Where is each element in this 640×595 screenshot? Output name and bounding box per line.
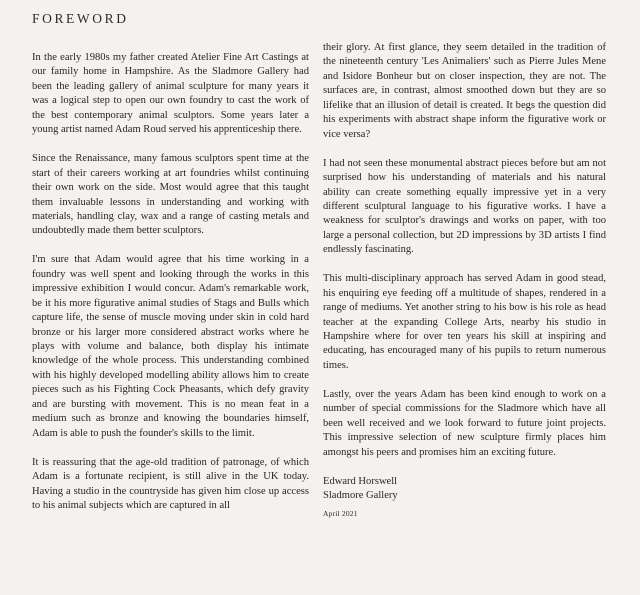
paragraph: I had not seen these monumental abstract pieces before but am not surprised how his understanding of materials and his natural ability can create something equally impressive yet in a very different sculptural language to his figurative works. I have a weakness for sculptor's drawings and works on paper, with too large a personal collection, but 2D impressions by 3D artists I find endlessly fascinating.: [323, 157, 606, 256]
page-title: FOREWORD: [32, 11, 129, 26]
author-organization: Sladmore Gallery: [323, 489, 398, 501]
signature-date: April 2021: [323, 508, 358, 518]
paragraph: their glory. At first glance, they seem detailed in the tradition of the nineteenth century 'Les Animaliers' such as Pierre Jules Mene and Isidore Bonheur but on closer inspection, they are not. The surfaces are, in contrast, almost smoothed down but they are so lifelike that an illusion of detail is created. It begs the question did his experiments with abstract shape inform the figurative work or vice versa?: [323, 42, 606, 140]
author-name: Edward Horswell: [323, 475, 398, 487]
paragraph: It is reassuring that the age-old tradition of patronage, of which Adam is a fortunate recipient, is still alive in the UK today. Having a studio in the countryside has given him close up access to his animal subjects which are captured in all: [32, 456, 309, 511]
paragraph: Since the Renaissance, many famous sculptors spent time at the start of their careers working at art foundries whilst continuing their own work on the side. Most would agree that this taught them invaluable lessons in understanding and working with materials, handling clay, wax and a range of casting metals and undoubtedly made them better sculptors.: [32, 153, 309, 237]
paragraph: This multi-disciplinary approach has served Adam in good stead, his enquiring eye feeding off a multitude of shapes, rendered in a range of mediums. Yet another string to his bow is his role as head teacher at the expanding College Arts, nearby his studio in Hampshire where for over ten years his skill at inspiring and educating, has encouraged many of his pupils to return numerous times.: [323, 273, 606, 371]
paragraph: I'm sure that Adam would agree that his time working in a foundry was well spent and looking through the works in this impressive exhibition I would concur. Adam's remarkable work, be it his more figurative animal studies of Stags and Bulls which capture life, the sense of muscle moving under skin in cold hard bronze or his larger more considered abstract works where he plays with volume and balance, both display his intimate knowledge of the whole process. This understanding combined with his highly developed modelling ability allows him to create pieces such as his Fighting Cock Pheasants, which defy gravity and are bursting with movement. This is no mean feat in a medium such as bronze and knowing the boundaries himself, Adam is able to push the founder's skills to the limit.: [32, 254, 309, 439]
right-column: [323, 41, 606, 521]
left-column: [32, 51, 309, 528]
paragraph: Lastly, over the years Adam has been kind enough to work on a number of special commissions for the Sladmore which have all been well received and we look forward to future joint projects. This impressive selection of new sculpture firmly places him amongst his peers and promises him an exciting future.: [323, 388, 606, 458]
signature-block: [323, 475, 606, 522]
paragraph: In the early 1980s my father created Atelier Fine Art Castings at our family home in Hampshire. As the Sladmore Gallery had been the leading gallery of animal sculpture for many years it was a logical step to open our own foundry to cast the work of the best contemporary animal sculptors. Some years later a young artist named Adam Roud served his apprenticeship there.: [32, 52, 309, 136]
